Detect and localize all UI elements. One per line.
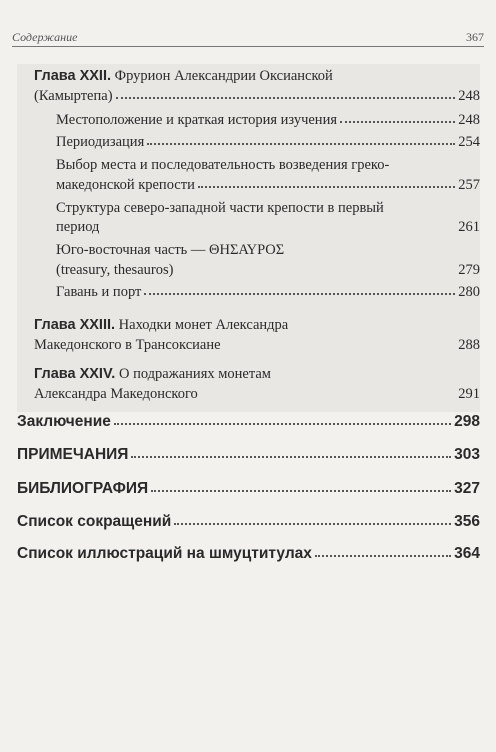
header-rule bbox=[12, 46, 484, 47]
chapter-22-title-b: (Камыртепа) bbox=[34, 88, 113, 104]
header-page-number: 367 bbox=[466, 30, 484, 44]
entry-page: 261 bbox=[458, 219, 480, 235]
entry-page: 254 bbox=[458, 134, 480, 150]
chapter-22-label: Глава XXII. bbox=[34, 68, 112, 84]
entry-title: Периодизация bbox=[56, 134, 145, 150]
entry-title: Список иллюстраций на шмуцтитулах bbox=[17, 545, 312, 562]
entry-title: БИБЛИОГРАФИЯ bbox=[17, 480, 149, 497]
leader-space bbox=[201, 385, 455, 397]
leader-dots bbox=[116, 87, 456, 99]
toc-entry-conclusion[interactable] bbox=[17, 413, 480, 431]
header-section-title: Содержание bbox=[12, 30, 78, 44]
entry-title-line-1[interactable]: Структура северо-западной части крепости в первый bbox=[56, 200, 384, 216]
toc-entry-bibliography[interactable] bbox=[17, 480, 480, 498]
toc-entry-abbreviations[interactable] bbox=[17, 513, 480, 531]
entry-title: Заключение bbox=[17, 413, 111, 430]
entry-page: 280 bbox=[458, 284, 480, 300]
entry-title-line-1[interactable]: Юго-восточная часть — ΘΗΣΑΥΡΟΣ bbox=[56, 242, 285, 258]
entry-page: 257 bbox=[458, 177, 480, 193]
chapter-22-page: 248 bbox=[458, 88, 480, 104]
toc-entry[interactable] bbox=[56, 133, 480, 151]
toc-entry[interactable] bbox=[56, 111, 480, 129]
leader-dots bbox=[144, 283, 455, 295]
entry-page: 248 bbox=[458, 112, 480, 128]
chapter-23-page: 288 bbox=[458, 337, 480, 353]
entry-title: Местоположение и краткая история изучения bbox=[56, 112, 337, 128]
entry-page: 364 bbox=[454, 545, 480, 562]
entry-title-line-2: македонской крепости bbox=[56, 177, 195, 193]
chapter-24-page: 291 bbox=[458, 386, 480, 402]
entry-title: Гавань и порт bbox=[56, 284, 142, 300]
entry-page: 279 bbox=[458, 262, 480, 278]
chapter-22-heading-line-1[interactable] bbox=[34, 67, 333, 85]
chapter-23-title-a: Находки монет Александра bbox=[118, 317, 289, 333]
chapter-23-heading-line-2[interactable] bbox=[34, 336, 480, 354]
chapter-22-title-a: Фрурион Александрии Оксианской bbox=[114, 68, 333, 84]
leader-dots bbox=[198, 176, 455, 188]
entry-title-line-1[interactable]: Выбор места и последовательность возведения греко- bbox=[56, 157, 390, 173]
toc-entry[interactable] bbox=[56, 176, 480, 194]
leader-space bbox=[176, 261, 455, 273]
toc-entry-illustrations[interactable] bbox=[17, 545, 480, 563]
leader-space bbox=[224, 336, 456, 348]
toc-entry[interactable] bbox=[56, 218, 480, 236]
chapter-24-label: Глава XXIV. bbox=[34, 366, 116, 382]
leader-dots bbox=[340, 111, 455, 123]
leader-dots bbox=[151, 480, 451, 492]
entry-page: 303 bbox=[454, 446, 480, 463]
entry-title-line-2: (treasury, thesauros) bbox=[56, 262, 174, 278]
chapter-23-label: Глава XXIII. bbox=[34, 317, 116, 333]
entry-page: 356 bbox=[454, 513, 480, 530]
entry-page: 298 bbox=[454, 413, 480, 430]
leader-dots bbox=[315, 545, 451, 557]
chapter-24-title-b: Александра Македонского bbox=[34, 386, 198, 402]
entry-title-line-2: период bbox=[56, 219, 100, 235]
leader-dots bbox=[147, 133, 455, 145]
leader-dots bbox=[174, 513, 451, 525]
entry-title: ПРИМЕЧАНИЯ bbox=[17, 446, 129, 463]
chapter-24-heading-line-1[interactable] bbox=[34, 365, 271, 383]
chapter-24-heading-line-2[interactable] bbox=[34, 385, 480, 403]
chapter-23-heading-line-1[interactable] bbox=[34, 316, 288, 334]
entry-page: 327 bbox=[454, 480, 480, 497]
leader-space bbox=[102, 218, 455, 230]
toc-entry[interactable] bbox=[56, 283, 480, 301]
entry-title: Список сокращений bbox=[17, 513, 172, 530]
chapter-24-title-a: О подражаниях монетам bbox=[118, 366, 271, 382]
toc-entry[interactable] bbox=[56, 261, 480, 279]
toc-entry-notes[interactable] bbox=[17, 446, 480, 464]
chapter-23-title-b: Македонского в Трансоксиане bbox=[34, 337, 221, 353]
leader-dots bbox=[131, 446, 451, 458]
leader-dots bbox=[114, 413, 451, 425]
chapter-22-heading-line-2[interactable] bbox=[34, 87, 480, 105]
